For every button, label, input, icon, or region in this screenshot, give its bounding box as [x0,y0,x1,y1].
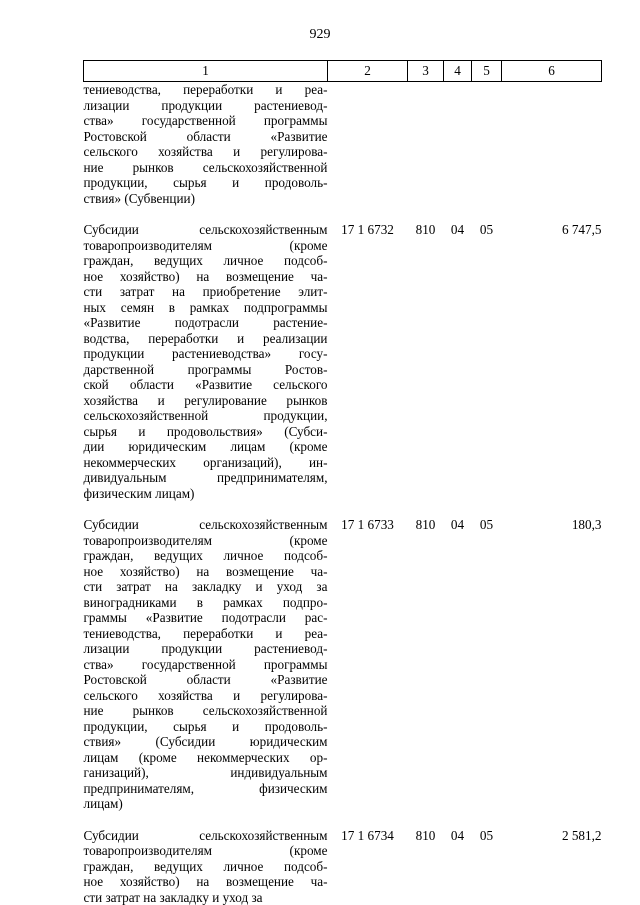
subsection-code [472,82,502,207]
target-code: 17 1 6732 [341,222,394,237]
description-line: сырья и продовольствия» (Субси- [83,423,328,439]
section-code: 04 [450,222,465,237]
description-line: продукции растениеводства» госу- [83,346,328,361]
description-line: граммы «Развитие подотрасли рас- [83,610,328,625]
description-line: ное хозяйство) на возмещение ча- [83,268,328,284]
expense-type [408,82,444,207]
description-line: ства» государственной программы [83,113,328,128]
expense-type: 810 [415,517,436,532]
table-row [84,828,602,905]
row-spacer [84,206,602,222]
table-row [84,517,602,812]
description-line: продукции, сырья и продоволь- [83,718,328,734]
description-line: дарственной программы Ростов- [83,361,328,377]
description-line: товаропроизводителям (кроме [83,843,328,858]
description-line: дии юридическим лицам (кроме [83,439,328,454]
table-header-row [84,61,602,82]
description-line: дивидуальным предпринимателям, [83,470,328,485]
description-line: лицам) [83,796,123,811]
description-line: некоммерческих организаций), ин- [83,454,328,470]
amount [502,82,602,207]
amount: 180,3 [571,517,602,532]
description-line: сти затрат на приобретение элит- [83,284,328,299]
description-line: хозяйства и регулирование рынков [83,392,328,408]
expense-type: 810 [415,827,436,843]
target-code: 17 1 6733 [341,517,394,532]
description-line: граждан, ведущих личное подсоб- [83,253,328,268]
row-description [84,517,328,812]
description-line: ных семян в рамках подпрограммы [83,299,328,315]
description-line: ствия» (Субсидии юридическим [83,734,328,749]
description-line: лизации продукции растениевод- [83,97,328,113]
row-description [84,222,328,501]
target-code [328,82,408,207]
amount: 6 747,5 [561,222,602,237]
description-line: ствия» (Субвенции) [83,190,195,206]
header-col-5: 5 [472,61,502,82]
description-line: Субсидии сельскохозяйственным [83,222,328,237]
row-spacer [84,812,602,828]
description-line: Ростовской области «Развитие [83,128,328,144]
description-line: лицам (кроме некоммерческих ор- [83,749,328,765]
header-col-1: 1 [84,61,328,82]
description-line: товаропроизводителям (кроме [83,237,328,253]
description-line: ние рынков сельскохозяйственной [83,159,328,175]
header-col-6: 6 [502,61,602,82]
section-code: 04 [450,827,465,843]
subsection-code: 05 [479,222,494,237]
description-line: товаропроизводителям (кроме [83,532,328,548]
description-line: граждан, ведущих личное подсоб- [83,548,328,563]
header-col-3: 3 [408,61,444,82]
page-number: 929 [309,27,331,42]
section-code [444,82,472,207]
description-line: лизации продукции растениевод- [83,641,328,656]
description-line: ное хозяйство) на возмещение ча- [83,563,328,579]
table-row [84,82,602,207]
section-code: 04 [450,517,465,532]
description-line: ное хозяйство) на возмещение ча- [83,874,328,889]
description-line: виноградниками в рамках подпро- [83,594,328,610]
description-line: Субсидии сельскохозяйственным [83,517,328,532]
description-line: сти затрат на закладку и уход за [83,579,328,594]
description-line: водства, переработки и реализации [83,330,328,346]
description-line: сельского хозяйства и регулирова- [83,687,328,703]
header-col-2: 2 [328,61,408,82]
budget-table [83,60,602,905]
table-body [84,82,602,905]
description-line: сти затрат на закладку и уход за [83,889,263,905]
subsection-code: 05 [479,827,494,843]
description-line: сельского хозяйства и регулирова- [83,144,328,159]
description-line: предпринимателям, физическим [83,780,328,796]
amount: 2 581,2 [561,827,602,843]
description-line: сельскохозяйственной продукции, [83,408,328,423]
description-line: ганизаций), индивидуальным [83,765,328,780]
row-description [84,82,328,207]
description-line: тениеводства, переработки и реа- [83,82,328,97]
table-row [84,222,602,501]
description-line: продукции, сырья и продоволь- [83,175,328,190]
description-line: ние рынков сельскохозяйственной [83,703,328,718]
subsection-code: 05 [479,517,494,532]
description-line: Субсидии сельскохозяйственным [83,827,328,843]
description-line: граждан, ведущих личное подсоб- [83,858,328,874]
description-line: тениеводства, переработки и реа- [83,625,328,641]
description-line: ской области «Развитие сельского [83,377,328,392]
row-description [84,828,328,905]
description-line: ства» государственной программы [83,656,328,672]
expense-type: 810 [415,222,436,237]
row-spacer [84,501,602,517]
description-line: Ростовской области «Развитие [83,672,328,687]
description-line: «Развитие подотрасли растение- [83,315,328,330]
header-col-4: 4 [444,61,472,82]
description-line: физическим лицам) [83,485,195,501]
target-code: 17 1 6734 [341,827,394,843]
